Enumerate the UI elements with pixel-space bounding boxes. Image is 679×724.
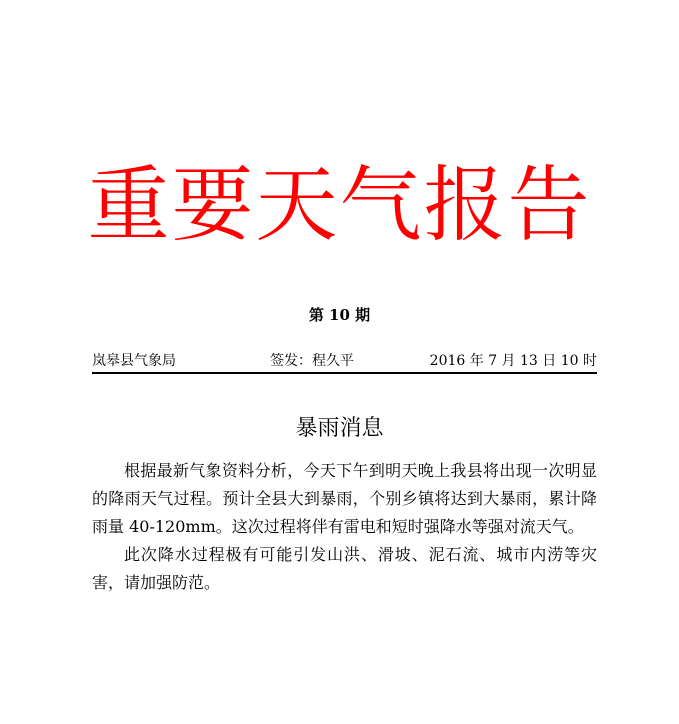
body-paragraph: 根据最新气象资料分析，今天下午到明天晚上我县将出现一次明显的降雨天气过程。预计全县大到暴雨，个别乡镇将达到大暴雨，累计降雨量 40-120mm。这次过程将伴有雷电和短时强降水等强对流天气。 bbox=[92, 461, 597, 536]
body-paragraph: 此次降水过程极有可能引发山洪、滑坡、泥石流、城市内涝等灾害，请加强防范。 bbox=[92, 545, 597, 592]
report-body bbox=[92, 457, 597, 597]
masthead-title: 重要天气报告 bbox=[87, 158, 592, 253]
header-divider bbox=[92, 372, 597, 374]
issue-info-row bbox=[92, 350, 597, 372]
signoff: 签发：程久平 bbox=[270, 353, 354, 369]
report-headline: 暴雨消息 bbox=[295, 416, 384, 441]
issuing-organization: 岚皋县气象局 bbox=[92, 353, 176, 369]
issue-number: 第 10 期 bbox=[308, 306, 371, 324]
issue-datetime: 2016 年 7 月 13 日 10 时 bbox=[429, 353, 597, 369]
